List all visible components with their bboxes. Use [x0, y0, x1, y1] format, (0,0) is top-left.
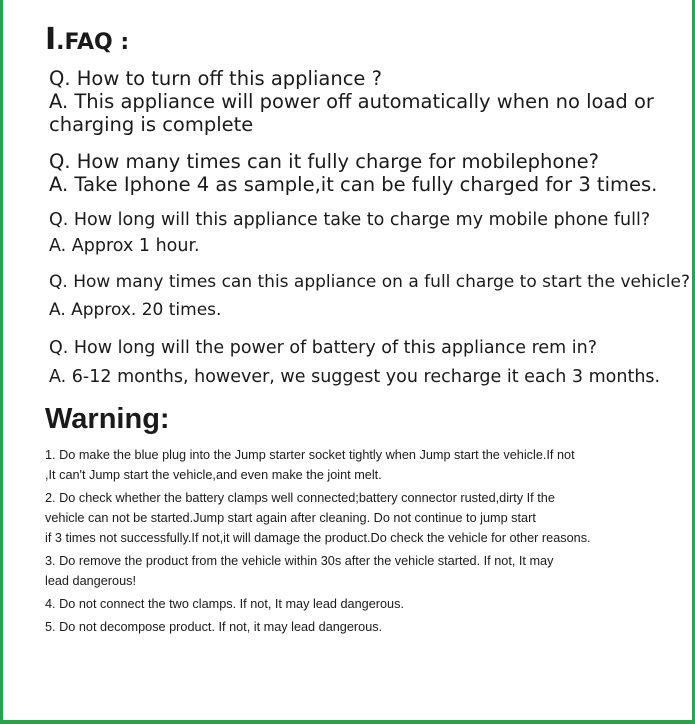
faq-answer-continued: charging is complete [49, 113, 254, 136]
warning-text: vehicle can not be started.Jump start again after cleaning. Do not continue to jump start [45, 511, 536, 525]
faq-item [49, 150, 657, 196]
faq-item [49, 334, 660, 392]
faq-question: Q. How to turn off this appliance ? [49, 67, 382, 90]
faq-answer: A. Approx 1 hour. [49, 236, 200, 256]
warning-text: ,It can't Jump start the vehicle,and even make the joint melt. [45, 468, 382, 482]
faq-question: Q. How many times can this appliance on a full charge to start the vehicle? [49, 272, 691, 292]
faq-question: Q. How long will this appliance take to charge my mobile phone full? [49, 210, 651, 230]
warning-text: 3. Do remove the product from the vehicle within 30s after the vehicle started. If not, It may [45, 554, 554, 568]
faq-answer: A. 6-12 months, however, we suggest you recharge it each 3 months. [49, 367, 661, 387]
faq-answer: A. Take Iphone 4 as sample,it can be fully charged for 3 times. [49, 173, 658, 196]
warning-text: 4. Do not connect the two clamps. If not, It may lead dangerous. [45, 597, 404, 611]
warning-text: lead dangerous! [45, 574, 136, 588]
faq-answer: A. This appliance will power off automatically when no load or [49, 90, 654, 113]
faq-question: Q. How long will the power of battery of this appliance rem in? [49, 338, 598, 358]
warning-item [45, 551, 693, 591]
warning-text: 1. Do make the blue plug into the Jump starter socket tightly when Jump start the vehicle.If not [45, 448, 575, 462]
warning-item [45, 594, 693, 614]
faq-item [49, 67, 654, 136]
faq-item [49, 207, 650, 259]
warning-item [45, 617, 693, 637]
warning-list [45, 445, 693, 640]
faq-heading-text: .FAQ : [56, 30, 130, 55]
warning-text: 5. Do not decompose product. If not, it may lead dangerous. [45, 620, 383, 634]
warning-heading: Warning: [45, 403, 170, 435]
warning-text: 2. Do check whether the battery clamps well connected;battery connector rusted,dirty If the [45, 491, 555, 505]
faq-item [49, 268, 690, 324]
faq-answer: A. Approx. 20 times. [49, 300, 222, 320]
warning-item [45, 488, 693, 548]
faq-question: Q. How many times can it fully charge for mobilephone? [49, 150, 600, 173]
section-roman-numeral: I [45, 22, 57, 57]
warning-item [45, 445, 693, 485]
warning-text: if 3 times not successfully.If not,it will damage the product.Do check the vehicle for other reasons. [45, 531, 591, 545]
faq-heading [45, 22, 129, 57]
